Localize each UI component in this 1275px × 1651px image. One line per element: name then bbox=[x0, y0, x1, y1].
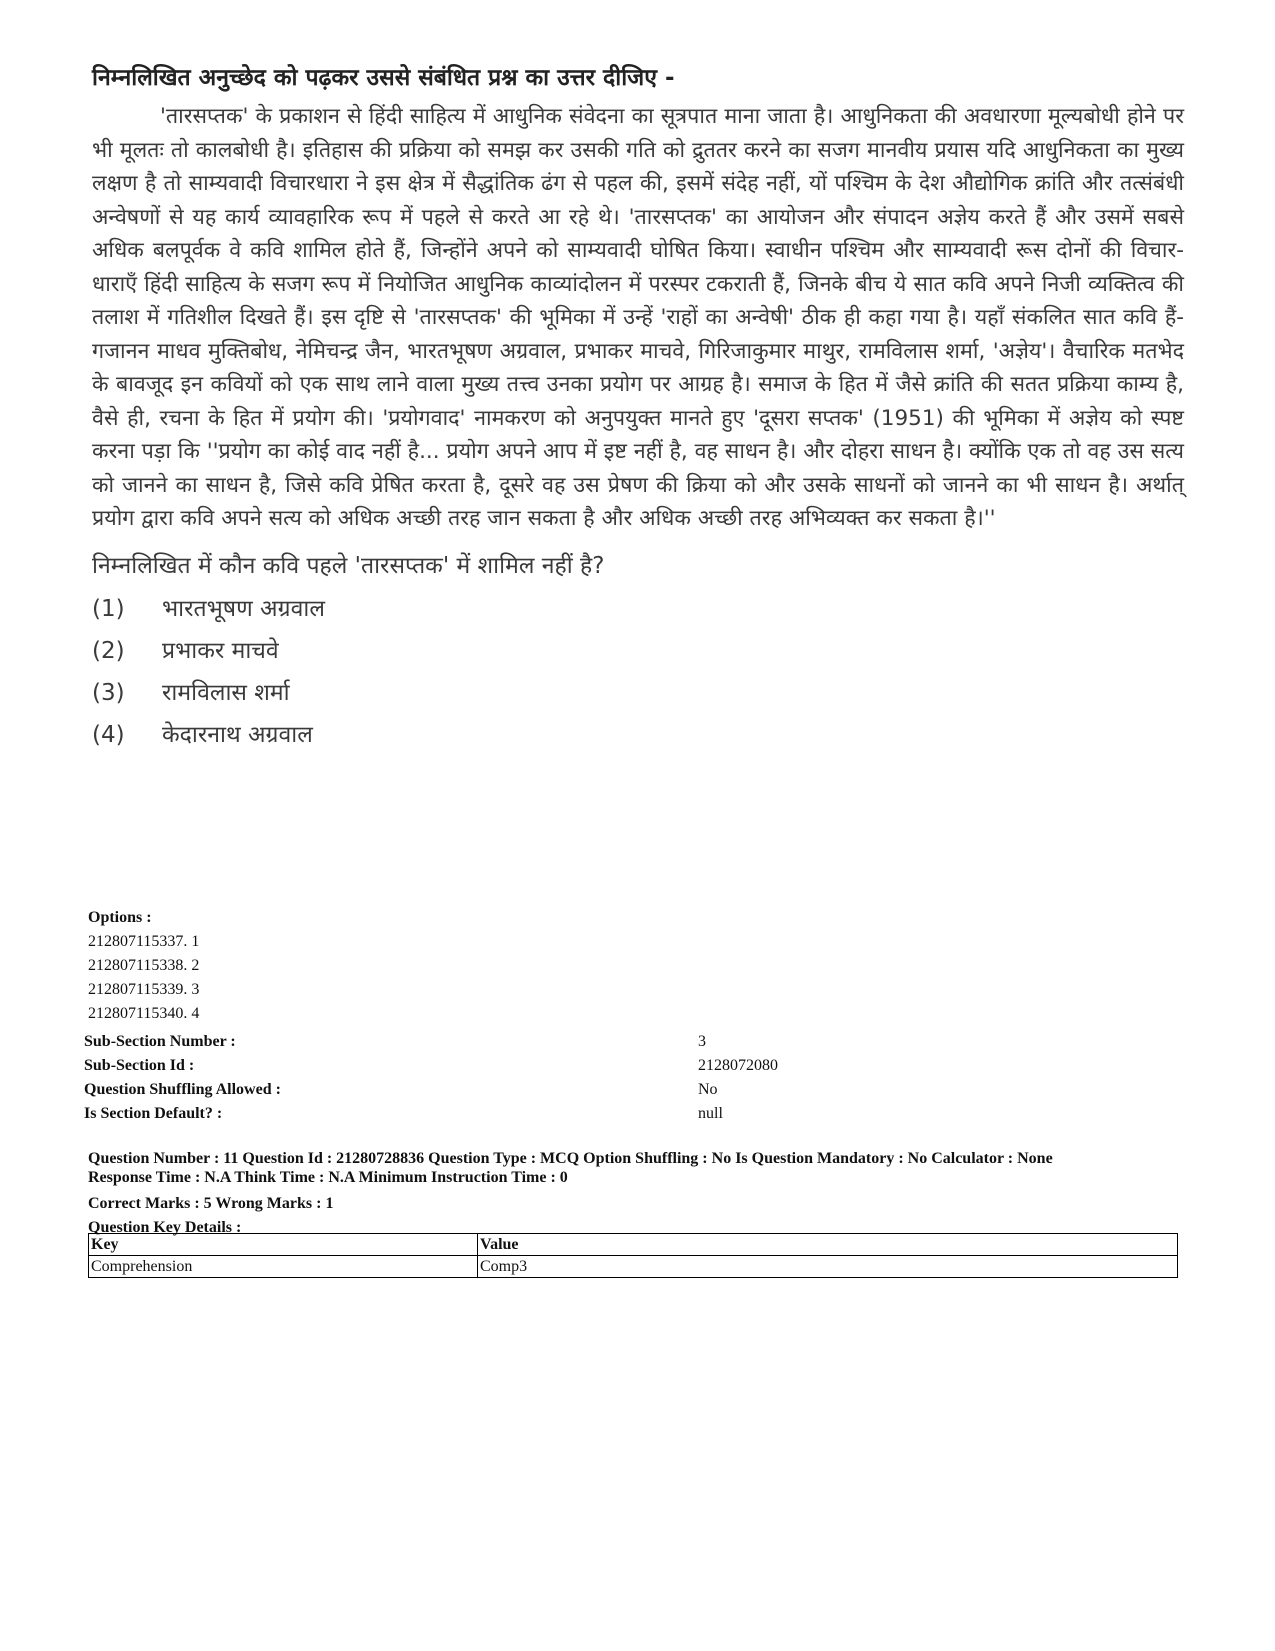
subsection-label: Is Section Default? : bbox=[84, 1105, 223, 1122]
subsection-row bbox=[84, 1030, 778, 1054]
question-text: निम्नलिखित में कौन कवि पहले 'तारसप्तक' में शामिल नहीं है? bbox=[92, 552, 605, 579]
subsection-value: null bbox=[698, 1105, 723, 1122]
subsection-row bbox=[84, 1102, 778, 1126]
subsection-row bbox=[84, 1078, 778, 1102]
value-header-cell: Value bbox=[478, 1234, 1178, 1256]
option-id: 212807115340. 4 bbox=[88, 1005, 200, 1022]
value-cell: Comp3 bbox=[478, 1256, 1178, 1278]
key-header-cell: Key bbox=[89, 1234, 478, 1256]
choice-number: (4) bbox=[92, 721, 125, 748]
choice-text: भारतभूषण अग्रवाल bbox=[162, 595, 325, 622]
options-block bbox=[88, 906, 199, 1026]
choice-item bbox=[92, 714, 1184, 756]
choice-text: केदारनाथ अग्रवाल bbox=[162, 721, 313, 748]
key-table-header bbox=[89, 1234, 1178, 1256]
subsection-row bbox=[84, 1054, 778, 1078]
key-details-title: Question Key Details : bbox=[88, 1219, 242, 1236]
subsection-label: Sub-Section Id : bbox=[84, 1057, 195, 1074]
choice-item bbox=[92, 672, 1184, 714]
subsection-value: 3 bbox=[698, 1033, 706, 1050]
choice-item bbox=[92, 588, 1184, 630]
options-title: Options : bbox=[88, 909, 152, 926]
choice-text: रामविलास शर्मा bbox=[162, 679, 290, 706]
question-info-line: Response Time : N.A Think Time : N.A Minimum Instruction Time : 0 bbox=[88, 1169, 568, 1186]
choice-text: प्रभाकर माचवे bbox=[162, 637, 279, 664]
marks-info: Correct Marks : 5 Wrong Marks : 1 bbox=[88, 1195, 334, 1212]
subsection-info bbox=[84, 1030, 778, 1126]
choice-number: (1) bbox=[92, 595, 125, 622]
option-id: 212807115337. 1 bbox=[88, 933, 200, 950]
choice-number: (3) bbox=[92, 679, 125, 706]
passage-body: 'तारसप्तक' के प्रकाशन से हिंदी साहित्य में आधुनिक संवेदना का सूत्रपात माना जाता है। आधुनिकता की अवधारणा मूल्यबोधी होने पर भी मूलतः तो कालबोधी है। इतिहास की प्रक्रिया को समझ कर उसकी गति को द्रुततर करने का सजग मानवीय प्रयास यदि आधुनिकता का मुख्य लक्षण है तो साम्यवादी विचारधारा ने इस क्षेत्र में सैद्धांतिक ढंग से पहल की, इसमें संदेह नहीं, यों पश्चिम के देश औद्योगिक क्रांति और तत्संबंधी अन्वेषणों से यह कार्य व्यावहारिक रूप में पहले से करते आ रहे थे। 'तारसप्तक' का आयोजन और संपादन अज्ञेय करते हैं और उसमें सबसे अधिक बलपूर्वक वे कवि शामिल होते हैं, जिन्होंने अपने को साम्यवादी घोषित किया। स्वाधीन पश्चिम और साम्यवादी रूस दोनों की विचार-धाराएँ हिंदी साहित्य के सजग रूप में नियोजित आधुनिक काव्यांदोलन में परस्पर टकराती हैं, जिनके बीच ये सात कवि अपने निजी व्यक्तित्व की तलाश में गतिशील दिखते हैं। इस दृष्टि से 'तारसप्तक' की भूमिका में उन्हें 'राहों का अन्वेषी' ठीक ही कहा गया है। यहाँ संकलित सात कवि हैं- गजानन माधव मुक्तिबोध, नेमिचन्द्र जैन, भारतभूषण अग्रवाल, प्रभाकर माचवे, गिरिजाकुमार माथुर, रामविलास शर्मा, 'अज्ञेय'। वैचारिक मतभेद के बावजूद इन कवियों को एक साथ लाने वाला मुख्य तत्त्व उनका प्रयोग पर आग्रह है। समाज के हित में जैसे क्रांति की सतत प्रक्रिया काम्य है, वैसे ही, रचना के हित में प्रयोग की। 'प्रयोगवाद' नामकरण को अनुपयुक्त मानते हुए 'दूसरा सप्तक' (1951) की भूमिका में अज्ञेय को स्पष्ट करना पड़ा कि ''प्रयोग का कोई वाद नहीं है... प्रयोग अपने आप में इष्ट नहीं है, वह साधन है। और दोहरा साधन है। क्योंकि एक तो वह उस सत्य को जानने का साधन है, जिसे कवि प्रेषित करता है, दूसरे वह उस प्रेषण की क्रिया को और उसके साधनों को जानने का भी साधन है। अर्थात् प्रयोग द्वारा कवि अपने सत्य को अधिक अच्छी तरह जान सकता है और अधिक अच्छी तरह अभिव्यक्त कर सकता है।'' bbox=[92, 104, 1184, 531]
table-row bbox=[89, 1256, 1178, 1278]
key-cell: Comprehension bbox=[89, 1256, 478, 1278]
question-info bbox=[88, 1149, 1198, 1240]
choice-list bbox=[92, 588, 1184, 756]
choice-number: (2) bbox=[92, 637, 125, 664]
subsection-value: 2128072080 bbox=[698, 1057, 778, 1074]
question-info-line: Question Number : 11 Question Id : 21280728836 Question Type : MCQ Option Shuffling : No Is Question Mandatory : No Calculator : None bbox=[88, 1150, 1053, 1167]
option-id: 212807115339. 3 bbox=[88, 981, 200, 998]
passage-section bbox=[92, 62, 1184, 756]
option-id: 212807115338. 2 bbox=[88, 957, 200, 974]
passage-heading: निम्नलिखित अनुच्छेद को पढ़कर उससे संबंधित प्रश्न का उत्तर दीजिए - bbox=[92, 65, 675, 91]
choice-item bbox=[92, 630, 1184, 672]
key-table bbox=[88, 1233, 1178, 1278]
subsection-value: No bbox=[698, 1081, 718, 1098]
subsection-label: Question Shuffling Allowed : bbox=[84, 1081, 281, 1098]
subsection-label: Sub-Section Number : bbox=[84, 1033, 236, 1050]
